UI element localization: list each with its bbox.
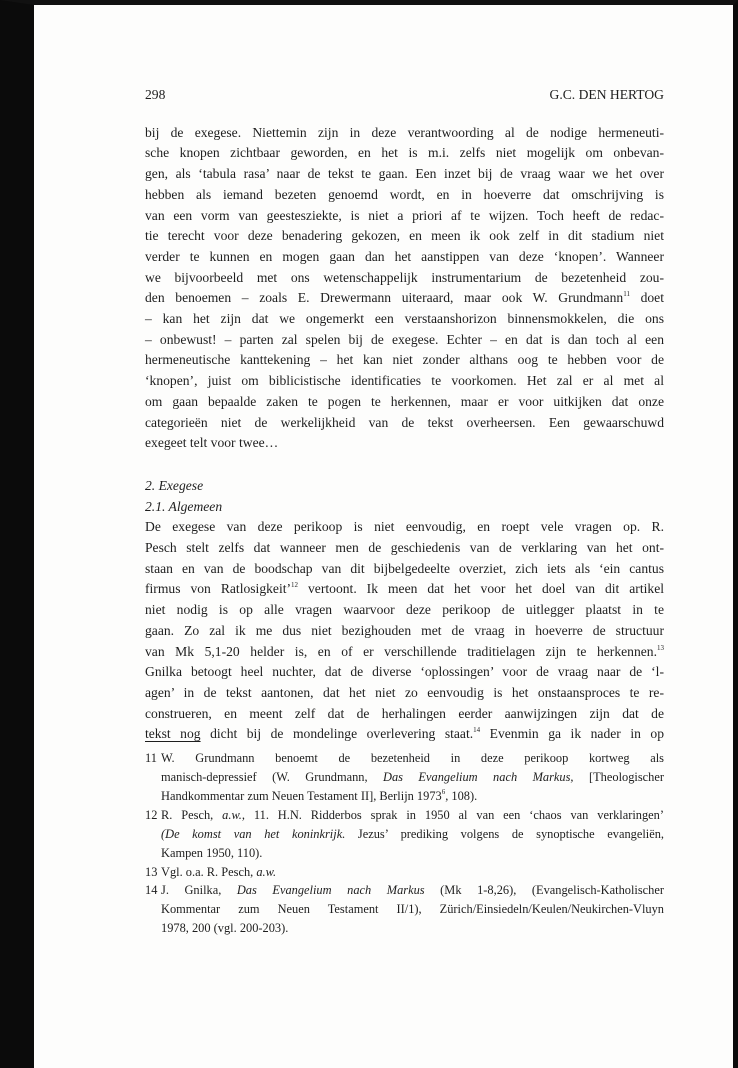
paragraph-intro	[145, 123, 664, 454]
footnote-body	[161, 749, 664, 806]
text-run: manisch-depressief (W. Grundmann,	[161, 770, 384, 784]
italic-abbrev: a.w.,	[222, 807, 245, 822]
paragraph-exegese	[145, 517, 664, 745]
text-run: Jezus’ prediking volgens de synoptische evangeliën,	[345, 826, 665, 841]
text-line: ‘knopen’, juist om biblicistische identificaties te voorkomen. Het zal er al met al	[145, 373, 664, 389]
text-line	[145, 579, 664, 600]
page-number: 298	[145, 87, 166, 102]
edition-superscript: 6	[441, 787, 446, 796]
book-title: Das Evangelium nach Markus	[236, 883, 425, 898]
footnote-ref-12[interactable]: 12	[291, 581, 299, 590]
text-line	[161, 768, 664, 787]
text-line: van een vorm van geestesziekte, is niet a priori af te wijzen. Toch heeft de redac-	[145, 207, 664, 223]
text-run: J. Gnilka,	[161, 883, 237, 898]
section-heading: 2. Exegese	[145, 477, 204, 493]
footnote-number: 12	[145, 807, 158, 822]
text-run: firmus von Ratlosigkeit’	[145, 581, 292, 597]
footnote-number: 14	[145, 883, 158, 898]
footnote-ref-13[interactable]: 13	[657, 643, 664, 652]
italic-abbrev: a.w.	[256, 864, 277, 879]
text-line: Kommentar zum Neuen Testament II/1), Zürich/Einsiedeln/Keulen/Neukirchen-Vluyn	[161, 902, 664, 917]
text-line: tie terecht voor deze benadering gekozen, en meen ik ook zelf in dit stadium niet	[145, 228, 664, 244]
footnote-body	[161, 863, 664, 882]
footnote-number: 11	[145, 751, 157, 766]
text-line: categorieën niet de werkelijkheid van de tekst overheersen. Een gewaarschuwd	[145, 414, 664, 430]
footnote-11	[145, 749, 664, 806]
underlined-text: tekst nog	[145, 726, 201, 742]
text-line: Pesch stelt zelfs dat wanneer men de geschiedenis van de verklaring van het ont-	[145, 540, 664, 556]
book-title: (De komst van het koninkrijk.	[161, 826, 346, 841]
text-line	[161, 825, 664, 844]
text-line: sche knopen zichtbaar geworden, en het is m.i. zelfs niet mogelijk om onbevan-	[145, 145, 664, 161]
text-line: – onbewust! – parten zal spelen bij de exegese. Echter – en dat is dan toch al een	[145, 331, 664, 347]
text-run: den benoemen – zoals E. Drewermann uiteraard, maar ook W. Grundmann	[145, 290, 624, 306]
footnote-ref-14[interactable]: 14	[473, 726, 481, 735]
text-line: we bijvoorbeeld met ons wetenschappelijk instrumentarium de bezetenheid zou-	[145, 269, 664, 285]
footnote-number: 13	[145, 864, 158, 879]
text-line: om gaan bepaalde zaken te pogen te herkennen, maar er voor uitkijken dat onze	[145, 393, 664, 409]
text-line: verder te kunnen en mogen gaan dan het aanstippen van deze ‘knopen’. Wanneer	[145, 248, 664, 264]
text-line: Gnilka betoogt heel nuchter, dat de diverse ‘oplossingen’ voor de vraag naar de ‘l-	[145, 664, 664, 680]
text-run: vertoont. Ik meen dat het voor het doel van dit artikel	[298, 581, 664, 597]
text-line: – kan het zijn dat we ongemerkt een verstaanshorizon binnensmokkelen, die ons	[145, 311, 664, 327]
text-line	[161, 881, 664, 900]
text-line: gaan. Zo zal ik me dus niet bezighouden met de vraag in hoeverre de structuur	[145, 622, 664, 638]
text-run: Evenmin ga ik nader in op	[480, 726, 664, 742]
text-line: niet nodig is op alle vragen waarvoor deze perikoop de uitlegger plaatst in te	[145, 602, 664, 618]
subsection-heading: 2.1. Algemeen	[145, 498, 223, 514]
text-line: agen’ in de tekst aantonen, dat het niet zo eenvoudig is het onstaansproces te re-	[145, 684, 664, 700]
footnote-body	[161, 881, 664, 938]
text-run: Handkommentar zum Neuen Testament II], Berlijn 1973	[161, 788, 442, 803]
text-run: 11. H.N. Ridderbos sprak in 1950 al van een ‘chaos van verklaringen’	[245, 807, 664, 822]
text-line: staan en van de boodschap van dit bijbelgedeelte overziet, zich iets als ‘ein cantus	[145, 560, 664, 576]
text-line	[145, 642, 664, 663]
running-head-author: G.C. DEN HERTOG	[549, 87, 664, 102]
running-head	[145, 85, 664, 106]
text-line: gen, als ‘tabula rasa’ naar de tekst te gaan. Een inzet bij de vraag waar we het over	[145, 166, 664, 182]
text-line	[161, 787, 664, 806]
text-line: bij de exegese. Niettemin zijn in deze verantwoording al de nodige hermeneuti-	[145, 124, 664, 140]
text-run: Vgl. o.a. R. Pesch,	[161, 864, 257, 879]
footnote-14	[145, 881, 664, 938]
text-line: construeren, en meent zelf dat de herhalingen eerder aanwijzingen zijn dat de	[145, 705, 664, 721]
footnote-12	[145, 806, 664, 863]
text-run: (Mk 1-8,26), (Evangelisch-Katholischer	[424, 883, 664, 898]
text-line	[145, 288, 664, 309]
text-run: doet	[629, 290, 664, 306]
text-run: van Mk 5,1-20 helder is, en of er verschillende traditielagen zijn te herkennen.	[145, 643, 657, 659]
text-run: R. Pesch,	[161, 807, 223, 822]
footnote-body	[161, 806, 664, 863]
text-line	[161, 863, 664, 882]
text-line	[145, 724, 664, 745]
footnotes	[145, 749, 664, 938]
footnote-13	[145, 863, 664, 882]
text-line: hermeneutische kanttekening – het kan niet zonder althans oog te hebben voor de	[145, 352, 664, 368]
book-title: Das Evangelium nach Markus,	[383, 770, 574, 784]
text-line	[161, 806, 664, 825]
text-line: hebben als iemand bezeten genoemd wordt, en in hoeverre dat omschrijving is	[145, 186, 664, 202]
text-line: 1978, 200 (vgl. 200-203).	[161, 921, 289, 936]
text-line: Kampen 1950, 110).	[161, 845, 263, 860]
text-line: W. Grundmann benoemt de bezetenheid in deze perikoop kortweg als	[161, 751, 664, 766]
footnote-ref-11[interactable]: 11	[623, 290, 630, 299]
text-run: [Theologischer	[573, 770, 664, 784]
page-content	[145, 85, 664, 938]
text-run: , 108).	[445, 788, 478, 803]
text-run: dicht bij de mondelinge overlevering staat.	[200, 726, 474, 742]
text-line: De exegese van deze perikoop is niet eenvoudig, en roept vele vragen op. R.	[145, 519, 664, 535]
text-line: exegeet telt voor twee…	[145, 435, 279, 451]
